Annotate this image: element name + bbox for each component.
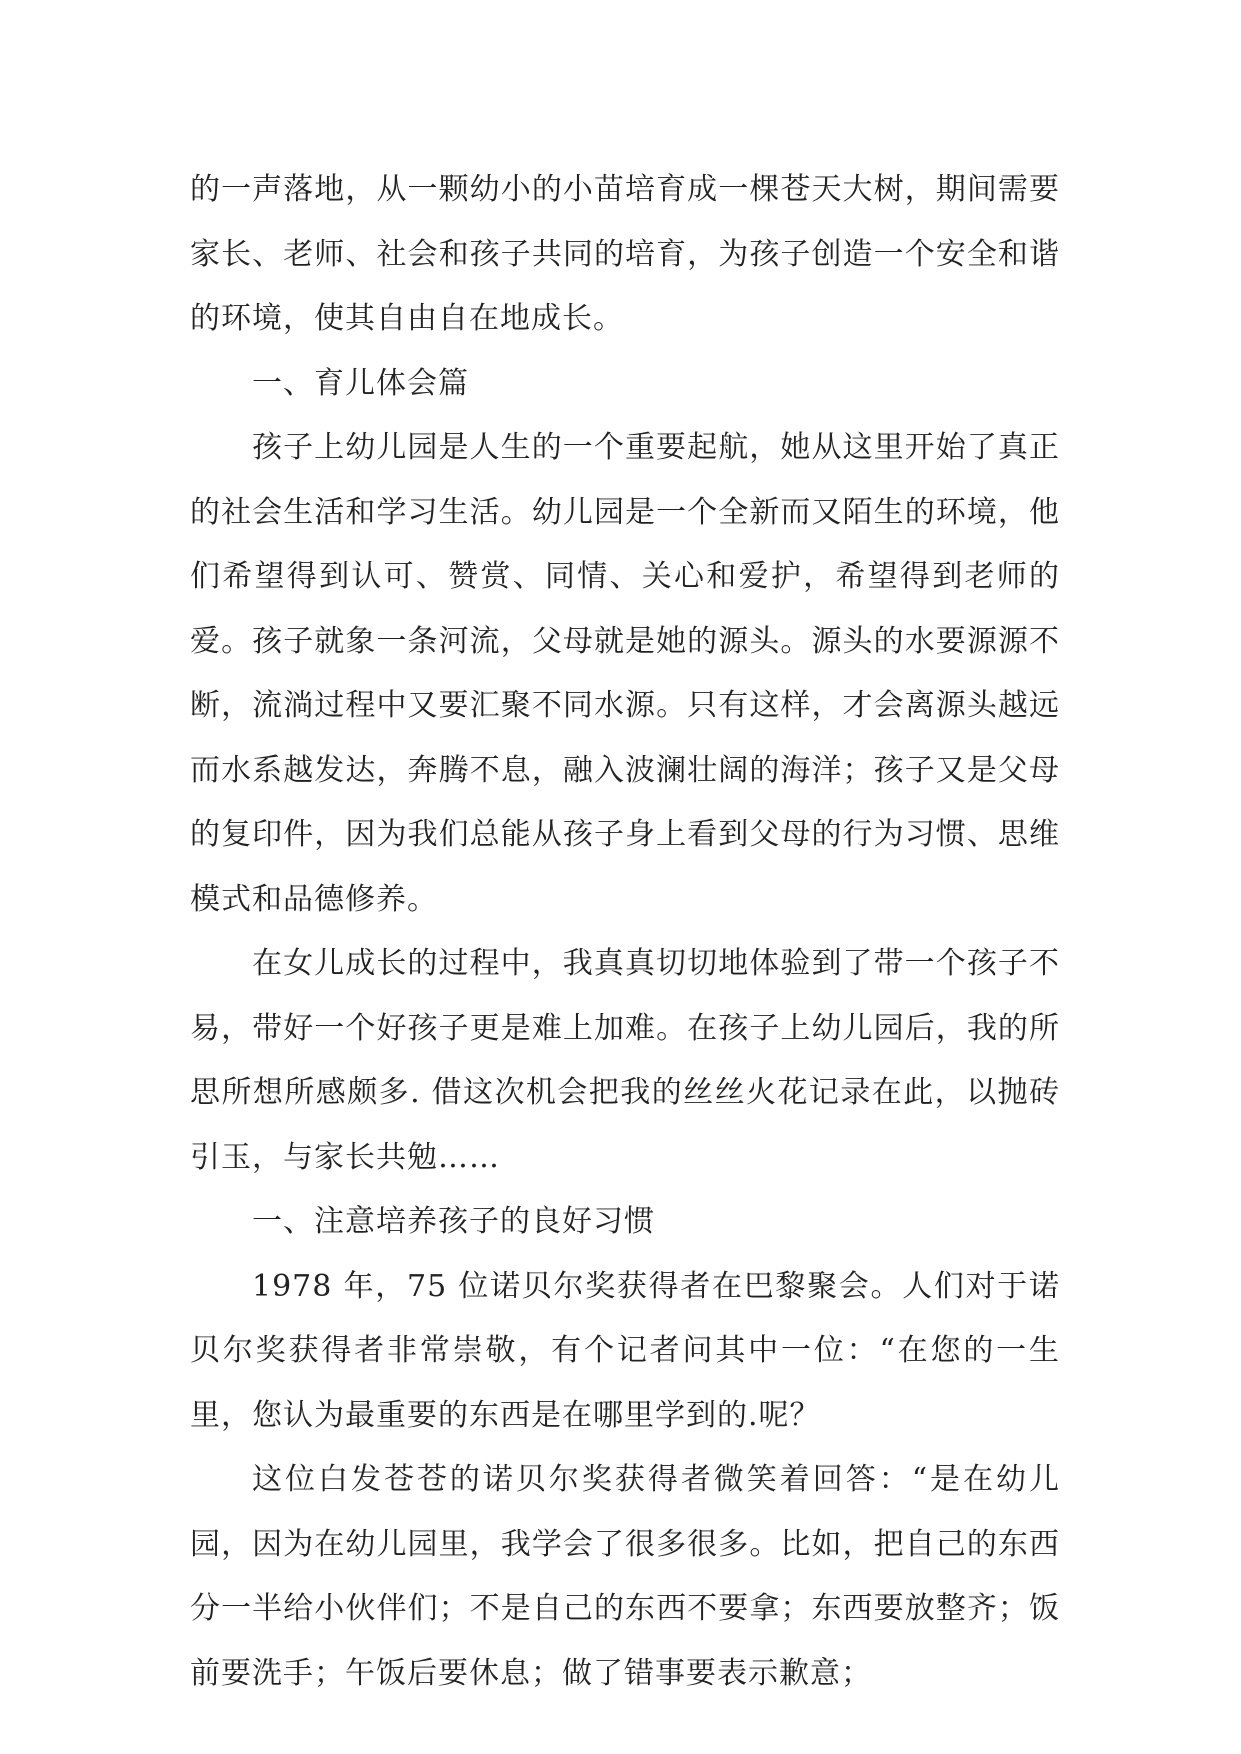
paragraph-daughter-growth: 在女儿成长的过程中，我真真切切地体验到了带一个孩子不易，带好一个好孩子更是难上加难。在孩子上幼儿园后，我的所思所想所感颇多. 借这次机会把我的丝丝火花记录在此，以抛砖引玉，与家长共勉…… bbox=[190, 946, 1060, 1175]
document-body bbox=[190, 158, 1060, 1706]
paragraph-nobel-1978: 1978 年，75 位诺贝尔奖获得者在巴黎聚会。人们对于诺贝尔奖获得者非常崇敬，有个记者问其中一位：“在您的一生里，您认为最重要的东西是在哪里学到的.呢？ bbox=[190, 1268, 1060, 1433]
section-heading-parenting: 一、育儿体会篇 bbox=[252, 365, 469, 401]
paragraph-intro: 的一声落地，从一颗幼小的小苗培育成一棵苍天大树，期间需要家长、老师、社会和孩子共同的培育，为孩子创造一个安全和谐的环境，使其自由自在地成长。 bbox=[190, 172, 1060, 336]
section-heading-habits: 一、注意培养孩子的良好习惯 bbox=[252, 1204, 655, 1239]
paragraph-kindergarten: 孩子上幼儿园是人生的一个重要起航，她从这里开始了真正的社会生活和学习生活。幼儿园是一个全新而又陌生的环境，他们希望得到认可、赞赏、同情、关心和爱护，希望得到老师的爱。孩子就象一条河流，父母就是她的源头。源头的水要源源不断，流淌过程中又要汇聚不同水源。只有这样，才会离源头越远而水系越发达，奔腾不息，融入波澜壮阔的海洋；孩子又是父母的复印件，因为我们总能从孩子身上看到父母的行为习惯、思维模式和品德修养。 bbox=[190, 430, 1060, 917]
paragraph-nobel-answer: 这位白发苍苍的诺贝尔奖获得者微笑着回答：“是在幼儿园，因为在幼儿园里，我学会了很多很多。比如，把自己的东西分一半给小伙伴们；不是自己的东西不要拿；东西要放整齐；饭前要洗手；午饭后要休息；做了错事要表示歉意； bbox=[190, 1462, 1060, 1691]
